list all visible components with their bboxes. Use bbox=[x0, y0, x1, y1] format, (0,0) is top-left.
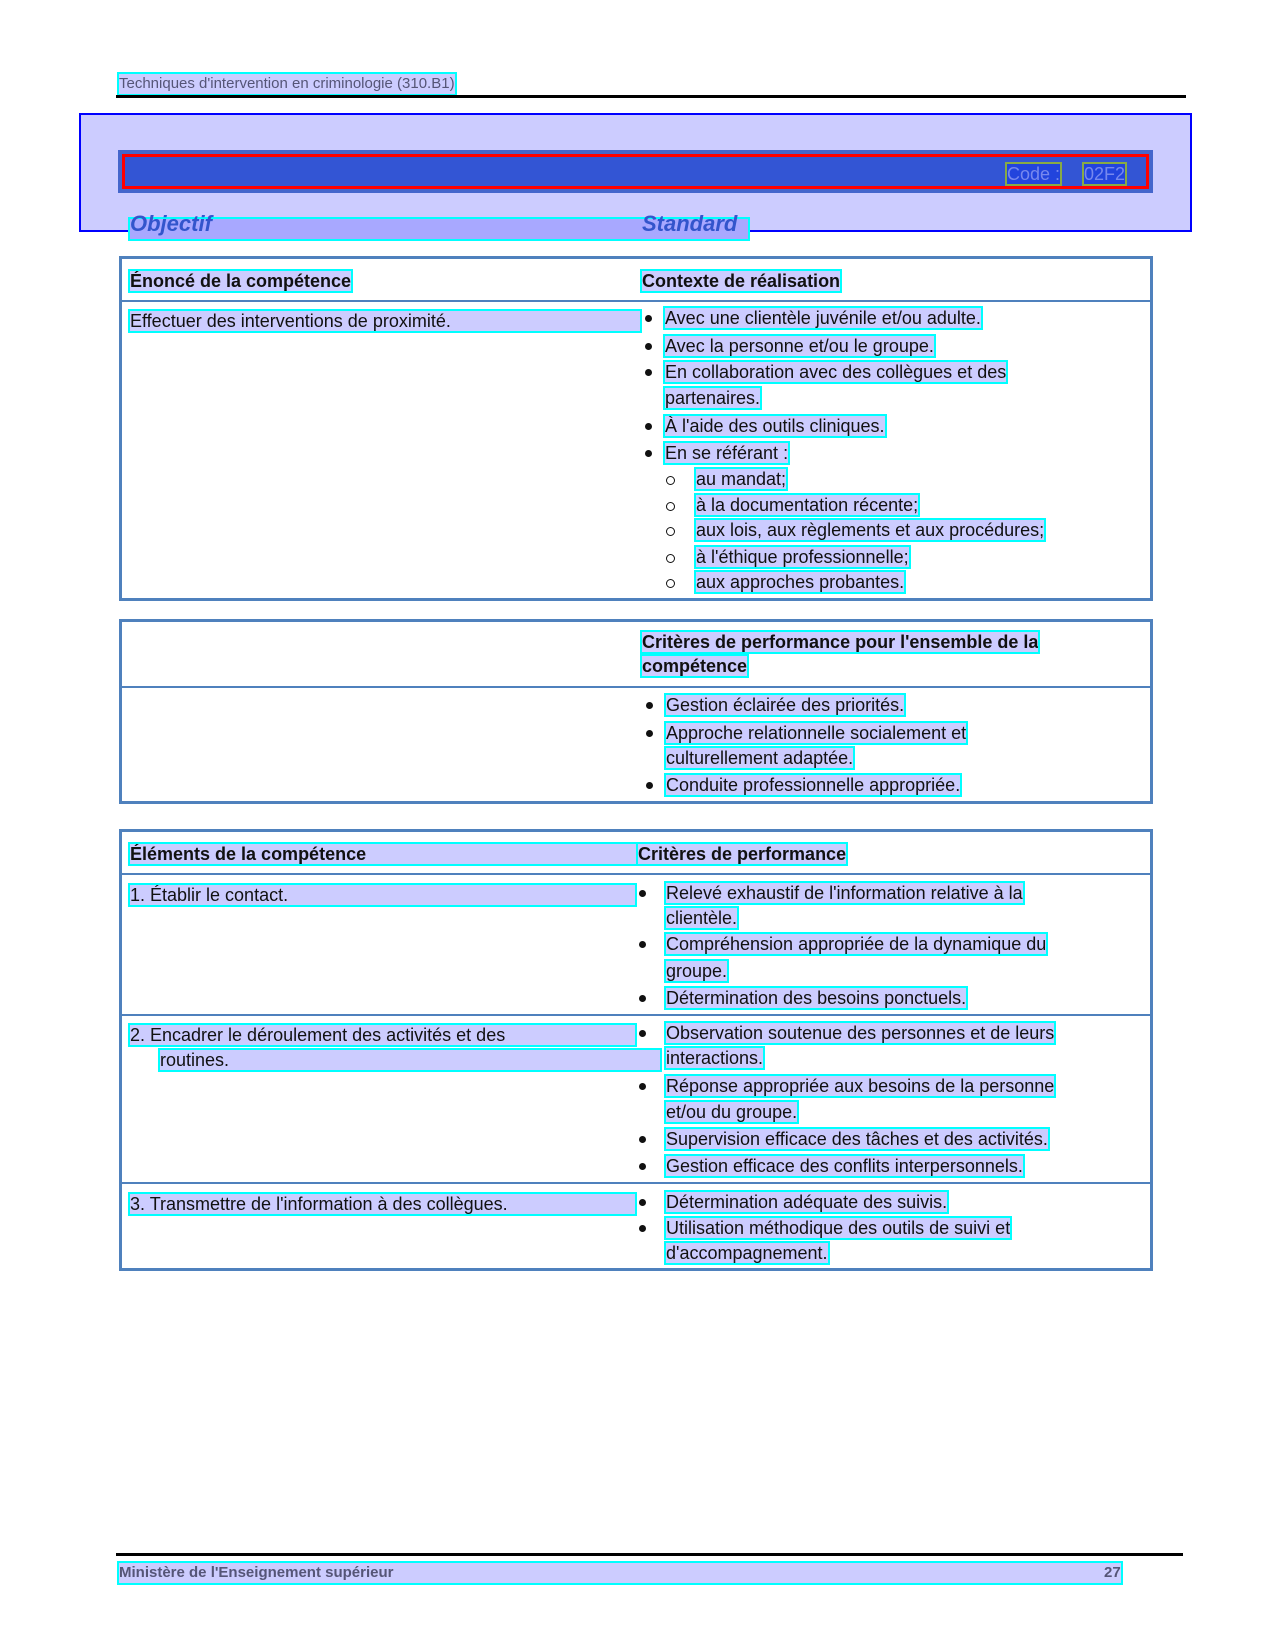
reference-item: aux approches probantes. bbox=[696, 572, 905, 592]
statement-header: Énoncé de la compétence bbox=[130, 271, 352, 291]
criterion: Supervision efficace des tâches et des activités. bbox=[666, 1129, 1048, 1149]
criterion: Relevé exhaustif de l'information relative à la bbox=[666, 883, 1023, 903]
criterion: Détermination adéquate des suivis. bbox=[666, 1192, 948, 1212]
criterion-continued: groupe. bbox=[666, 961, 728, 981]
criterion-continued: et/ou du groupe. bbox=[666, 1102, 798, 1122]
element-2: 2. Encadrer le déroulement des activités et des bbox=[130, 1025, 635, 1045]
context-item: À l'aide des outils cliniques. bbox=[665, 416, 885, 436]
competency-statement: Effectuer des interventions de proximité. bbox=[130, 311, 640, 331]
criterion-continued: d'accompagnement. bbox=[666, 1243, 828, 1263]
criteria-header: Critères de performance bbox=[638, 844, 847, 864]
element-2-continued: routines. bbox=[160, 1050, 660, 1070]
criterion: Détermination des besoins ponctuels. bbox=[666, 988, 967, 1008]
header-rule bbox=[116, 95, 1186, 98]
standard-heading: Standard bbox=[642, 211, 738, 236]
context-item: Avec la personne et/ou le groupe. bbox=[665, 336, 934, 356]
criterion-continued: interactions. bbox=[666, 1048, 764, 1068]
reference-item: au mandat; bbox=[696, 469, 787, 489]
element-1: 1. Établir le contact. bbox=[130, 885, 635, 905]
criterion: Réponse appropriée aux besoins de la personne bbox=[666, 1076, 1055, 1096]
context-header: Contexte de réalisation bbox=[642, 271, 841, 291]
criterion-continued: clientèle. bbox=[666, 908, 738, 928]
criterion: Gestion efficace des conflits interpersonnels. bbox=[666, 1156, 1023, 1176]
elements-header: Éléments de la compétence bbox=[130, 844, 638, 864]
code-value: 02F2 bbox=[1084, 164, 1126, 184]
code-label: Code : bbox=[1007, 164, 1061, 184]
context-item: Avec une clientèle juvénile et/ou adulte. bbox=[665, 308, 981, 328]
running-header: Techniques d'intervention en criminologie (310.B1) bbox=[119, 75, 455, 92]
criterion: Compréhension appropriée de la dynamique du bbox=[666, 934, 1047, 954]
overall-criterion-continued: culturellement adaptée. bbox=[666, 748, 854, 768]
overall-criterion: Conduite professionnelle appropriée. bbox=[666, 775, 961, 795]
context-item: En se référant : bbox=[665, 443, 789, 463]
context-item: En collaboration avec des collègues et des bbox=[665, 362, 1007, 382]
overall-criteria-header-continued: compétence bbox=[642, 656, 748, 676]
statement-table bbox=[119, 256, 1153, 601]
criterion: Observation soutenue des personnes et de leurs bbox=[666, 1023, 1055, 1043]
overall-criterion: Approche relationnelle socialement et bbox=[666, 723, 967, 743]
reference-item: aux lois, aux règlements et aux procédures; bbox=[696, 520, 1045, 540]
criterion: Utilisation méthodique des outils de suivi et bbox=[666, 1218, 1011, 1238]
overall-criterion: Gestion éclairée des priorités. bbox=[666, 695, 905, 715]
page-number: 27 bbox=[1104, 1564, 1121, 1581]
competency-banner bbox=[118, 150, 1153, 193]
reference-item: à l'éthique professionnelle; bbox=[696, 547, 909, 567]
footer-rule bbox=[116, 1553, 1183, 1556]
reference-item: à la documentation récente; bbox=[696, 495, 919, 515]
footer-ministry: Ministère de l'Enseignement supérieur bbox=[119, 1563, 1121, 1583]
objective-heading: Objectif bbox=[130, 211, 212, 236]
element-3: 3. Transmettre de l'information à des collègues. bbox=[130, 1194, 635, 1214]
context-item-continued: partenaires. bbox=[665, 388, 761, 408]
overall-criteria-header: Critères de performance pour l'ensemble de la bbox=[642, 632, 1039, 652]
